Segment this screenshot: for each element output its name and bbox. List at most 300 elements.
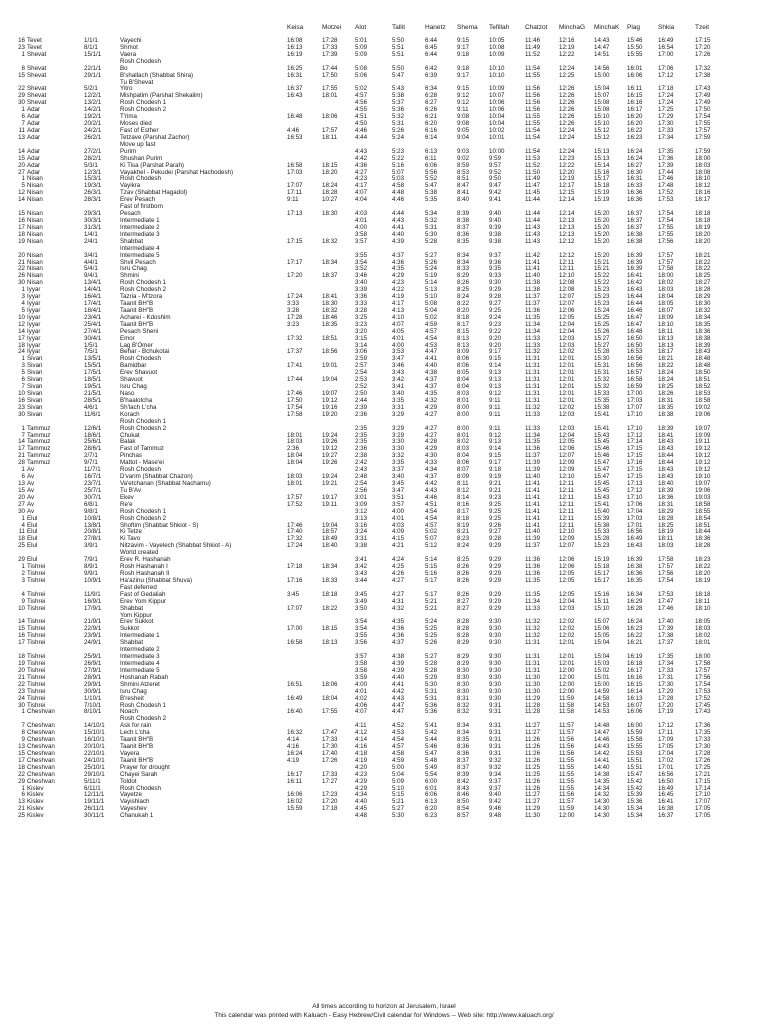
- tzeit: 18:22: [695, 258, 711, 266]
- civil-date: 14/10/1: [84, 722, 105, 730]
- shkia: 18:43: [658, 438, 674, 446]
- plag: 16:56: [627, 355, 643, 363]
- calendar-row: [0, 38, 768, 45]
- chatzot: 11:56: [525, 85, 541, 93]
- mincha-gedola: 12:04: [559, 597, 575, 605]
- shema: 8:53: [457, 168, 470, 176]
- tefillah: 9:17: [489, 348, 502, 356]
- mincha-gedola: 12:01: [559, 390, 575, 398]
- civil-date: 28/3/1: [84, 196, 102, 204]
- mincha-ketana: 15:06: [594, 625, 610, 633]
- hebrew-month: Av: [27, 493, 35, 501]
- alot: 4:00: [355, 223, 368, 231]
- mincha-ketana: 14:53: [594, 708, 610, 716]
- hebrew-day: 20: [18, 666, 25, 674]
- plag: 17:10: [627, 424, 643, 432]
- mincha-gedola: 12:10: [559, 528, 575, 536]
- calendar-row: [0, 114, 768, 121]
- event-name: Taanit BH"B: [120, 743, 154, 751]
- hanetz: 5:52: [425, 175, 438, 183]
- event-name: Korach: [120, 410, 140, 418]
- candle-lighting: 18:03: [287, 473, 303, 481]
- civil-date: 2/7/1: [84, 452, 98, 460]
- tzeit: 18:23: [695, 556, 711, 564]
- tefillah: 9:19: [489, 473, 502, 481]
- calendar-row: [0, 239, 768, 246]
- tallit: 5:37: [392, 99, 405, 107]
- shkia: 18:44: [658, 459, 674, 467]
- mincha-ketana: 15:40: [594, 507, 610, 515]
- shema: 8:30: [457, 687, 470, 695]
- hebrew-month: Iyyar: [27, 320, 41, 328]
- hebrew-day: 7: [21, 383, 25, 391]
- alot: 4:27: [355, 168, 368, 176]
- hanetz: 5:14: [425, 279, 438, 287]
- hebrew-day: 16: [18, 216, 25, 224]
- hebrew-day: 15: [18, 210, 25, 218]
- candle-lighting: 16:37: [287, 85, 303, 93]
- tzeit: 18:27: [695, 279, 711, 287]
- event-name: Toldot: [120, 777, 137, 785]
- plag: 16:56: [627, 362, 643, 370]
- tzeit: 18:28: [695, 286, 711, 294]
- shema: 8:47: [457, 182, 470, 190]
- calendar-row: [0, 765, 768, 772]
- shema: 9:05: [457, 126, 470, 134]
- event-name: Erev Shavuot: [120, 369, 158, 377]
- shema: 8:16: [457, 500, 470, 508]
- hebrew-month: Shevat: [27, 99, 47, 107]
- calendar-row: [0, 384, 768, 391]
- event-name: Intermediate 5: [120, 666, 160, 674]
- tallit: 4:37: [392, 251, 405, 259]
- tefillah: 9:30: [489, 680, 502, 688]
- tefillah: 9:30: [489, 625, 502, 633]
- tallit: 4:22: [392, 286, 405, 294]
- chatzot: 11:35: [525, 590, 541, 598]
- tzeit: 18:48: [695, 355, 711, 363]
- calendar-row: [0, 550, 768, 557]
- event-name: Rosh Chodesh: [120, 466, 161, 474]
- tzeit: 18:48: [695, 362, 711, 370]
- chatzot: 11:33: [525, 604, 541, 612]
- mincha-ketana: 15:17: [594, 175, 610, 183]
- hanetz: 4:34: [425, 466, 438, 474]
- tefillah: 9:30: [489, 673, 502, 681]
- hebrew-month: Kislev: [27, 812, 44, 820]
- alot: 4:40: [355, 798, 368, 806]
- tzeit: 18:19: [695, 223, 711, 231]
- tallit: 4:44: [392, 210, 405, 218]
- plag: 16:47: [627, 313, 643, 321]
- hebrew-month: Tishrei: [27, 680, 46, 688]
- event-name: Chanukah 1: [120, 812, 154, 820]
- candle-lighting: 17:58: [287, 410, 303, 418]
- chatzot: 11:36: [525, 563, 541, 571]
- calendar-row: [0, 571, 768, 578]
- shkia: 17:37: [658, 639, 674, 647]
- tefillah: 9:37: [489, 251, 502, 259]
- mincha-ketana: 15:16: [594, 168, 610, 176]
- hebrew-day: 22: [18, 85, 25, 93]
- mincha-ketana: 15:22: [594, 272, 610, 280]
- hebrew-day: 25: [18, 542, 25, 550]
- plag: 16:21: [627, 639, 643, 647]
- shema: 8:39: [457, 770, 470, 778]
- shkia: 17:30: [658, 680, 674, 688]
- candle-lighting: 17:18: [287, 563, 303, 571]
- tallit: 4:13: [392, 306, 405, 314]
- civil-date: 16/7/1: [84, 473, 102, 481]
- mincha-gedola: 11:59: [559, 694, 575, 702]
- shabbat-end: 17:55: [322, 708, 338, 716]
- shema: 8:05: [457, 369, 470, 377]
- hanetz: 4:30: [425, 452, 438, 460]
- tallit: 4:52: [392, 722, 405, 730]
- shabbat-end: 17:20: [322, 798, 338, 806]
- calendar-row: [0, 578, 768, 585]
- tallit: 4:36: [392, 632, 405, 640]
- hebrew-day: 3: [21, 362, 25, 370]
- tzeit: 18:16: [695, 189, 711, 197]
- shema: 8:17: [457, 320, 470, 328]
- civil-date: 8/9/1: [84, 563, 98, 571]
- mincha-gedola: 12:06: [559, 445, 575, 453]
- hebrew-day: 30: [18, 410, 25, 418]
- plag: 17:01: [627, 521, 643, 529]
- calendar-row: [0, 633, 768, 640]
- hebrew-day: 21: [18, 452, 25, 460]
- chatzot: 11:31: [525, 383, 541, 391]
- mincha-gedola: 12:24: [559, 133, 575, 141]
- calendar-row: [0, 682, 768, 689]
- chatzot: 11:52: [525, 161, 541, 169]
- calendar-row: [0, 751, 768, 758]
- mincha-gedola: 12:00: [559, 812, 575, 820]
- hanetz: 6:14: [425, 133, 438, 141]
- candle-lighting: 18:04: [287, 452, 303, 460]
- event-name: D'varim (Shabbat Chazon): [120, 473, 193, 481]
- calendar-row: [0, 613, 768, 620]
- shkia: 17:24: [658, 92, 674, 100]
- hanetz: 5:42: [425, 729, 438, 737]
- event-name: Purim: [120, 147, 137, 155]
- hanetz: 4:38: [425, 369, 438, 377]
- tefillah: 9:33: [489, 272, 502, 280]
- shabbat-end: 17:47: [322, 729, 338, 737]
- shkia: 18:31: [658, 396, 674, 404]
- shkia: 18:04: [658, 293, 674, 301]
- mincha-ketana: 15:27: [594, 341, 610, 349]
- plag: 16:00: [627, 722, 643, 730]
- tzeit: 18:05: [695, 618, 711, 626]
- chatzot: 11:31: [525, 390, 541, 398]
- event-name: Vayera: [120, 749, 140, 757]
- event-name: Acharei - Kdoshim: [120, 313, 171, 321]
- hebrew-month: Adar: [27, 154, 41, 162]
- mincha-ketana: 15:23: [594, 286, 610, 294]
- civil-date: 1/5/1: [84, 341, 98, 349]
- alot: 3:54: [355, 625, 368, 633]
- mincha-gedola: 12:26: [559, 113, 575, 121]
- civil-date: 25/10/1: [84, 763, 105, 771]
- hebrew-month: Nisan: [27, 196, 43, 204]
- chatzot: 11:32: [525, 625, 541, 633]
- mincha-gedola: 12:02: [559, 618, 575, 626]
- alot: 4:14: [355, 736, 368, 744]
- civil-date: 14/2/1: [84, 106, 102, 114]
- shema: 8:34: [457, 258, 470, 266]
- shema: 8:34: [457, 729, 470, 737]
- mincha-ketana: 15:20: [594, 230, 610, 238]
- hebrew-month: Cheshvan: [27, 756, 55, 764]
- event-name: Chukat: [120, 431, 140, 439]
- mincha-gedola: 11:56: [559, 743, 575, 751]
- civil-date: 26/11/1: [84, 805, 105, 813]
- tzeit: 19:06: [695, 410, 711, 418]
- shkia: 17:12: [658, 722, 674, 730]
- civil-date: 8/10/1: [84, 708, 102, 716]
- plag: 16:46: [627, 306, 643, 314]
- hebrew-day: 6: [21, 376, 25, 384]
- plag: 16:18: [627, 659, 643, 667]
- candle-lighting: 18:03: [287, 438, 303, 446]
- shabbat-end: 19:12: [322, 445, 338, 453]
- event-name: Naso: [120, 390, 135, 398]
- alot: 2:54: [355, 369, 368, 377]
- tefillah: 9:32: [489, 763, 502, 771]
- alot: 2:48: [355, 473, 368, 481]
- tzeit: 19:10: [695, 473, 711, 481]
- plag: 16:17: [627, 666, 643, 674]
- mincha-gedola: 12:26: [559, 92, 575, 100]
- event-name: Lag B'Omer: [120, 341, 153, 349]
- candle-lighting: 16:17: [287, 770, 303, 778]
- event-name: Ki Tavo: [120, 535, 141, 543]
- tefillah: 9:36: [489, 258, 502, 266]
- tallit: 4:40: [392, 673, 405, 681]
- shema: 8:22: [457, 300, 470, 308]
- plag: 16:23: [627, 625, 643, 633]
- tzeit: 18:34: [695, 313, 711, 321]
- calendar-row: [0, 370, 768, 377]
- event-name: Hoshanah Rabah: [120, 673, 169, 681]
- hebrew-day: 6: [21, 113, 25, 121]
- tzeit: 18:20: [695, 569, 711, 577]
- shabbat-end: 18:34: [322, 258, 338, 266]
- plag: 15:50: [627, 43, 643, 51]
- event-name: Intermediate 3: [120, 230, 160, 238]
- chatzot: 11:41: [525, 480, 541, 487]
- hebrew-day: 18: [18, 535, 25, 543]
- alot: 4:34: [355, 791, 368, 799]
- shkia: 17:25: [658, 106, 674, 114]
- tefillah: 9:30: [489, 632, 502, 640]
- shkia: 17:54: [658, 216, 674, 224]
- mincha-ketana: 14:34: [594, 784, 610, 792]
- calendar-row: [0, 703, 768, 710]
- alot: 3:41: [355, 556, 368, 564]
- chatzot: 11:34: [525, 597, 541, 605]
- hanetz: 6:11: [425, 154, 437, 162]
- mincha-gedola: 12:03: [559, 424, 575, 432]
- plag: 15:34: [627, 805, 643, 813]
- tallit: 4:17: [392, 300, 405, 308]
- mincha-gedola: 12:07: [559, 542, 575, 550]
- event-name: Shabbat: [120, 639, 144, 647]
- tallit: 4:47: [392, 701, 405, 709]
- event-name: Erev Sukkot: [120, 618, 154, 626]
- mincha-gedola: 12:07: [559, 300, 575, 308]
- hebrew-month: Cheshvan: [27, 743, 55, 751]
- candle-lighting: 17:32: [287, 535, 303, 543]
- mincha-gedola: 12:08: [559, 286, 575, 294]
- plag: 17:00: [627, 390, 643, 398]
- hanetz: 5:32: [425, 216, 438, 224]
- chatzot: 11:55: [525, 120, 541, 128]
- alot: 2:42: [355, 459, 368, 467]
- mincha-gedola: 12:17: [559, 182, 575, 190]
- hebrew-day: 17: [18, 756, 25, 764]
- tefillah: 9:42: [489, 798, 502, 806]
- event-name: Lech L'cha: [120, 729, 150, 737]
- shema: 8:12: [457, 486, 470, 494]
- candle-lighting: 3:28: [287, 306, 300, 314]
- tallit: 3:46: [392, 362, 405, 370]
- shema: 8:35: [457, 736, 470, 744]
- mincha-gedola: 12:06: [559, 563, 575, 571]
- shema: 8:29: [457, 659, 470, 667]
- shema: 8:34: [457, 251, 470, 259]
- tzeit: 17:57: [695, 126, 711, 134]
- tallit: 4:15: [392, 535, 405, 543]
- alot: 4:18: [355, 749, 368, 757]
- shema: 8:24: [457, 293, 470, 301]
- mincha-ketana: 15:39: [594, 514, 610, 522]
- alot: 4:07: [355, 708, 368, 716]
- shema: 8:28: [457, 618, 470, 626]
- shabbat-end: 17:26: [322, 756, 338, 764]
- alot: 3:20: [355, 327, 368, 335]
- candle-lighting: 18:01: [287, 431, 303, 439]
- calendar-row: [0, 322, 768, 329]
- hebrew-month: Nisan: [27, 216, 43, 224]
- plag: 15:46: [627, 37, 643, 44]
- shkia: 16:54: [658, 43, 674, 51]
- tallit: 3:53: [392, 348, 405, 356]
- candle-lighting: 16:19: [287, 50, 303, 58]
- hebrew-day: 1: [21, 424, 25, 432]
- shema: 8:24: [457, 542, 470, 550]
- mincha-gedola: 12:01: [559, 383, 575, 391]
- tallit: 4:23: [392, 279, 405, 287]
- chatzot: 11:28: [525, 708, 541, 716]
- mincha-gedola: 12:12: [559, 251, 575, 259]
- tallit: 4:59: [392, 756, 405, 764]
- mincha-gedola: 12:11: [559, 265, 575, 273]
- hanetz: 6:21: [425, 113, 438, 121]
- tefillah: 10:02: [489, 126, 505, 134]
- shkia: 17:54: [658, 576, 674, 584]
- shkia: 17:53: [658, 590, 674, 598]
- chatzot: 11:33: [525, 334, 541, 342]
- tzeit: 17:52: [695, 694, 711, 702]
- shema: 9:17: [457, 43, 470, 51]
- mincha-gedola: 11:58: [559, 701, 575, 709]
- mincha-gedola: 12:26: [559, 120, 575, 128]
- shabbat-end: 19:24: [322, 473, 338, 481]
- plag: 16:17: [627, 106, 643, 114]
- mincha-ketana: 15:10: [594, 604, 610, 612]
- event-name: Shmini Atzeret: [120, 680, 160, 688]
- plag: 16:06: [627, 71, 643, 79]
- tzeit: 19:12: [695, 459, 711, 467]
- shkia: 17:36: [658, 154, 674, 162]
- alot: 3:14: [355, 341, 368, 349]
- calendar-row: [0, 709, 768, 716]
- civil-date: 11/7/1: [84, 466, 101, 474]
- mincha-gedola: 12:24: [559, 64, 575, 72]
- tzeit: 18:36: [695, 327, 711, 335]
- plag: 16:20: [627, 113, 643, 121]
- tefillah: 9:29: [489, 556, 502, 564]
- hebrew-day: 5: [21, 306, 25, 314]
- tallit: 5:03: [392, 175, 405, 183]
- chatzot: 11:41: [525, 521, 541, 529]
- alot: 3:38: [355, 542, 368, 550]
- shabbat-end: 17:23: [322, 791, 338, 799]
- event-name: Tetzave (Parshat Zachor): [120, 133, 190, 141]
- mincha-ketana: 15:12: [594, 133, 610, 141]
- chatzot: 11:37: [525, 300, 541, 308]
- chatzot: 11:47: [525, 182, 541, 190]
- hanetz: 6:27: [425, 99, 438, 107]
- chatzot: 11:44: [525, 196, 541, 204]
- mincha-gedola: 12:19: [559, 175, 575, 183]
- shkia: 18:17: [658, 348, 674, 356]
- chatzot: 11:45: [525, 189, 541, 197]
- event-name: Vayechi: [120, 37, 142, 44]
- shkia: 18:40: [658, 480, 674, 487]
- chatzot: 11:37: [525, 293, 541, 301]
- hanetz: 5:47: [425, 749, 438, 757]
- tallit: 4:39: [392, 237, 405, 245]
- hanetz: 5:31: [425, 694, 438, 702]
- alot: 4:23: [355, 770, 368, 778]
- event-name: Intermediate 4: [120, 659, 160, 667]
- calendar-row: [0, 439, 768, 446]
- civil-date: 23/7/1: [84, 480, 102, 487]
- calendar-row: [0, 356, 768, 363]
- hebrew-day: 15: [18, 625, 25, 633]
- tefillah: 10:01: [489, 133, 505, 141]
- event-name: Vayakhel - Pekudei (Parshat Hachodesh): [120, 168, 234, 176]
- tallit: 3:47: [392, 486, 405, 494]
- hebrew-month: Tishrei: [27, 604, 46, 612]
- shabbat-end: 18:24: [322, 182, 338, 190]
- civil-date: 23/4/1: [84, 313, 102, 321]
- event-name: B'resheit: [120, 694, 144, 702]
- shema: 8:30: [457, 666, 470, 674]
- calendar-row: [0, 426, 768, 433]
- plag: 15:39: [627, 791, 643, 799]
- mincha-ketana: 15:19: [594, 189, 610, 197]
- candle-lighting: 16:11: [287, 777, 303, 785]
- column-header: Tefillah: [489, 24, 510, 31]
- chatzot: 11:46: [525, 37, 541, 44]
- chatzot: 11:35: [525, 438, 541, 446]
- tefillah: 9:11: [489, 403, 501, 411]
